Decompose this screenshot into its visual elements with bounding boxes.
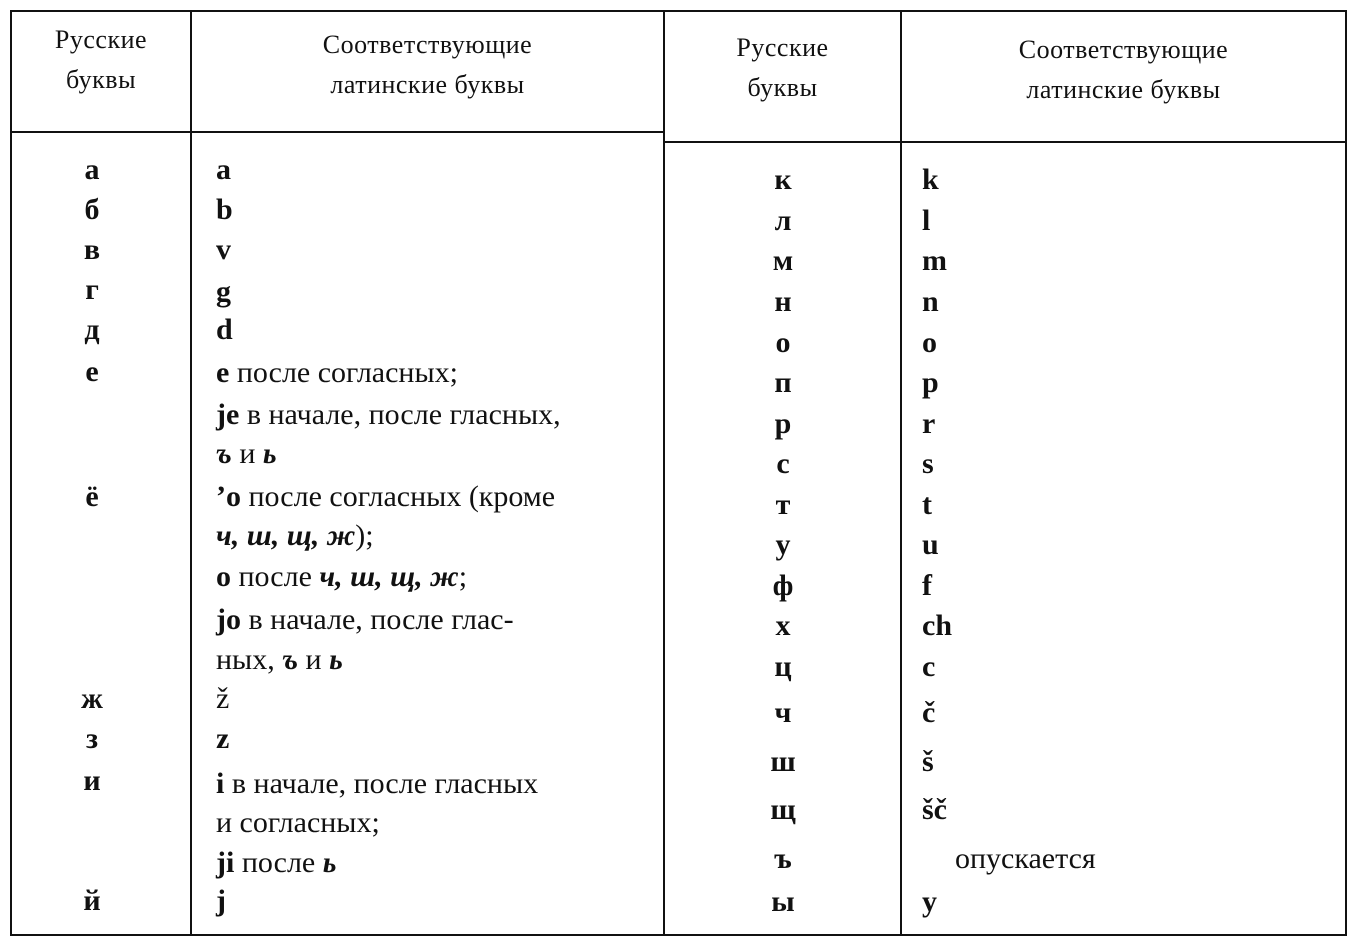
russian-letter-zh: ж [81, 682, 103, 715]
header-russian-letters-left: Русские буквы [54, 25, 148, 94]
latin-yo-rule-4: jo в начале, после глас- [216, 603, 514, 636]
russian-letter-right: ш [770, 745, 796, 778]
latin-letter-right: m [922, 244, 947, 277]
russian-letter-a: а [84, 153, 100, 186]
latin-a: a [216, 153, 231, 186]
russian-letter-i: и [83, 764, 101, 797]
latin-i-rule-2: и согласных; [216, 806, 380, 839]
latin-letter-right: l [922, 204, 931, 237]
latin-i-rule-1: i в начале, после гласных [216, 767, 539, 800]
russian-letter-right: ф [772, 569, 794, 602]
latin-yo-rule-3: o после ч, ш, щ, ж; [216, 560, 468, 593]
russian-letter-d: д [84, 313, 100, 346]
latin-zh: ž [216, 682, 230, 715]
latin-letter-right: k [922, 163, 939, 196]
column-divider-1 [190, 10, 192, 936]
russian-letter-right: к [774, 163, 792, 196]
russian-letter-g: г [85, 273, 99, 306]
latin-yo-rule-5: ных, ъ и ь [216, 643, 343, 676]
russian-letter-right: о [775, 326, 791, 359]
latin-e-rule-1: e после согласных; [216, 356, 458, 389]
latin-letter-right: t [922, 488, 932, 521]
latin-letter-right: r [922, 407, 936, 440]
latin-d: d [216, 313, 233, 346]
latin-v: v [216, 233, 231, 266]
russian-letter-right: ц [774, 650, 792, 683]
table-border-left [10, 10, 12, 936]
latin-letter-right: o [922, 326, 937, 359]
latin-letter-right: š [922, 745, 934, 778]
latin-letter-right: y [922, 885, 937, 918]
russian-letter-right: т [775, 488, 791, 521]
russian-letter-z: з [85, 722, 99, 755]
header-latin-letters-right: Соответствующие латинские буквы [1018, 35, 1229, 104]
latin-letter-right: c [922, 650, 936, 683]
column-divider-2 [663, 10, 665, 936]
russian-letter-right: ч [774, 696, 792, 729]
latin-g: g [216, 275, 231, 308]
latin-e-rule-2: je в начале, после гласных, [216, 398, 561, 431]
russian-letter-yo: ё [85, 480, 99, 513]
latin-letter-right: f [922, 569, 932, 602]
table-border-bottom [10, 934, 1347, 936]
header-russian-letters-right: Русские буквы [736, 33, 829, 102]
latin-letter-right: s [922, 447, 934, 480]
russian-letter-right: м [772, 244, 794, 277]
russian-letter-b: б [84, 193, 100, 226]
latin-i-rule-3: ji после ь [216, 846, 337, 879]
table-border-top [10, 10, 1347, 12]
russian-letter-right: ы [771, 885, 795, 918]
russian-letter-right: ъ [774, 842, 792, 875]
latin-yo-rule-2: ч, ш, щ, ж); [216, 519, 374, 552]
latin-letter-right: č [922, 696, 936, 729]
latin-letter-right: p [922, 366, 939, 399]
latin-letter-right: u [922, 528, 939, 561]
russian-letter-right: л [774, 204, 792, 237]
latin-j: j [216, 884, 226, 917]
header-divider-right [663, 141, 1347, 143]
column-divider-3 [900, 10, 902, 936]
latin-e-rule-3: ъ и ь [216, 437, 277, 470]
russian-letter-right: х [775, 609, 791, 642]
latin-letter-right: n [922, 285, 939, 318]
table-border-right [1345, 10, 1347, 936]
russian-letter-e: е [85, 355, 99, 388]
russian-letter-v: в [83, 233, 101, 266]
header-divider-left [10, 131, 665, 133]
latin-letter-right: šč [922, 793, 947, 826]
latin-letter-right: опускается [955, 842, 1096, 875]
russian-letter-right: н [774, 285, 792, 318]
latin-z: z [216, 722, 230, 755]
latin-letter-right: ch [922, 609, 952, 642]
russian-letter-right: р [774, 407, 792, 440]
russian-letter-j: й [83, 884, 101, 917]
russian-letter-right: щ [770, 793, 796, 826]
latin-yo-rule-1: ’o после согласных (кроме [216, 480, 556, 513]
russian-letter-right: с [776, 447, 790, 480]
russian-letter-right: у [775, 528, 791, 561]
header-latin-letters-left: Соответствующие латинские буквы [322, 30, 533, 99]
latin-b: b [216, 193, 233, 226]
russian-letter-right: п [774, 366, 792, 399]
